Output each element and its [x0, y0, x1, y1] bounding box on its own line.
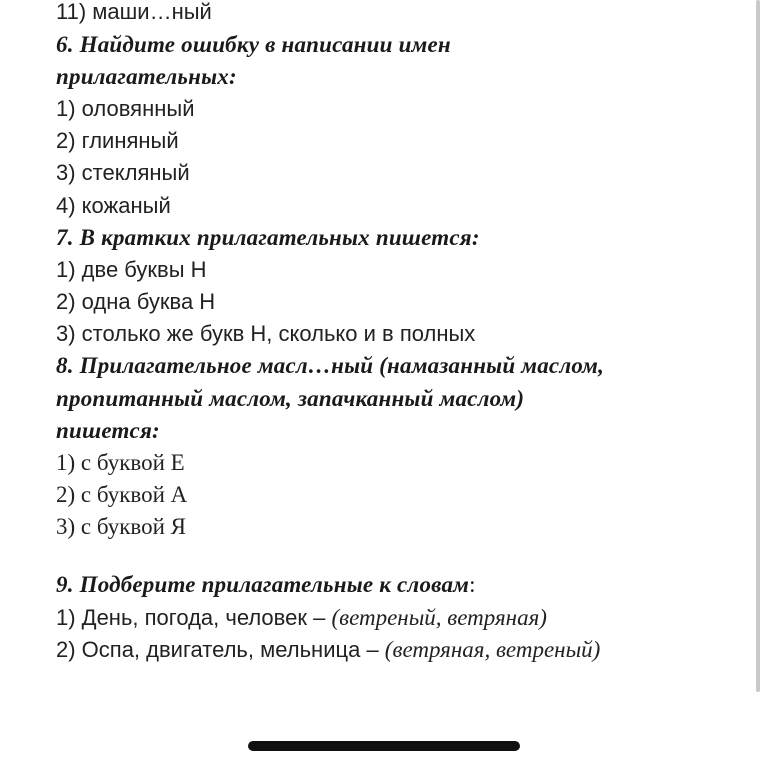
question-9-option-1-text: 1) День, погода, человек –	[56, 605, 332, 630]
question-8-title-line2: пропитанный маслом, запачканный маслом)	[56, 386, 525, 411]
question-7-title: 7. В кратких прилагательных пишется:	[56, 225, 480, 250]
question-6-title-line2: прилагательных:	[56, 64, 237, 89]
question-6-option-3: 3) стекляный	[56, 160, 190, 185]
question-7-option-3: 3) столько же букв Н, сколько и в полных	[56, 321, 476, 346]
question-8-title-line3: пишется:	[56, 418, 160, 443]
question-9-title	[56, 570, 476, 600]
question-8-title-line1: 8. Прилагательное масл…ный (намазанный маслом,	[56, 353, 605, 378]
question-7-option-2: 2) одна буква Н	[56, 289, 216, 314]
question-9-option-2	[56, 635, 600, 665]
question-8-option-1: 1) с буквой Е	[56, 450, 185, 475]
question-8-option-3: 3) с буквой Я	[56, 514, 186, 539]
question-9-option-1-hint: (ветреный, ветряная)	[331, 605, 547, 630]
question-6-option-4: 4) кожаный	[56, 193, 171, 218]
home-indicator-bar[interactable]	[248, 741, 520, 751]
vertical-scrollbar[interactable]	[756, 0, 760, 692]
question-9-title-colon: :	[469, 572, 476, 597]
question-9-option-2-hint: (ветряная, ветреный)	[384, 637, 601, 662]
question-6-option-1: 1) оловянный	[56, 96, 195, 121]
question-9-option-1	[56, 603, 547, 633]
question-6-title-line1: 6. Найдите ошибку в написании имен	[56, 32, 451, 57]
question-6-option-2: 2) глиняный	[56, 128, 179, 153]
question-8-option-2: 2) с буквой А	[56, 482, 188, 507]
question-9-title-text: 9. Подберите прилагательные к словам	[56, 572, 470, 597]
question-9-option-2-text: 2) Оспа, двигатель, мельница –	[56, 637, 385, 662]
previous-item: 11) маши…ный	[56, 0, 212, 24]
question-7-option-1: 1) две буквы Н	[56, 257, 207, 282]
